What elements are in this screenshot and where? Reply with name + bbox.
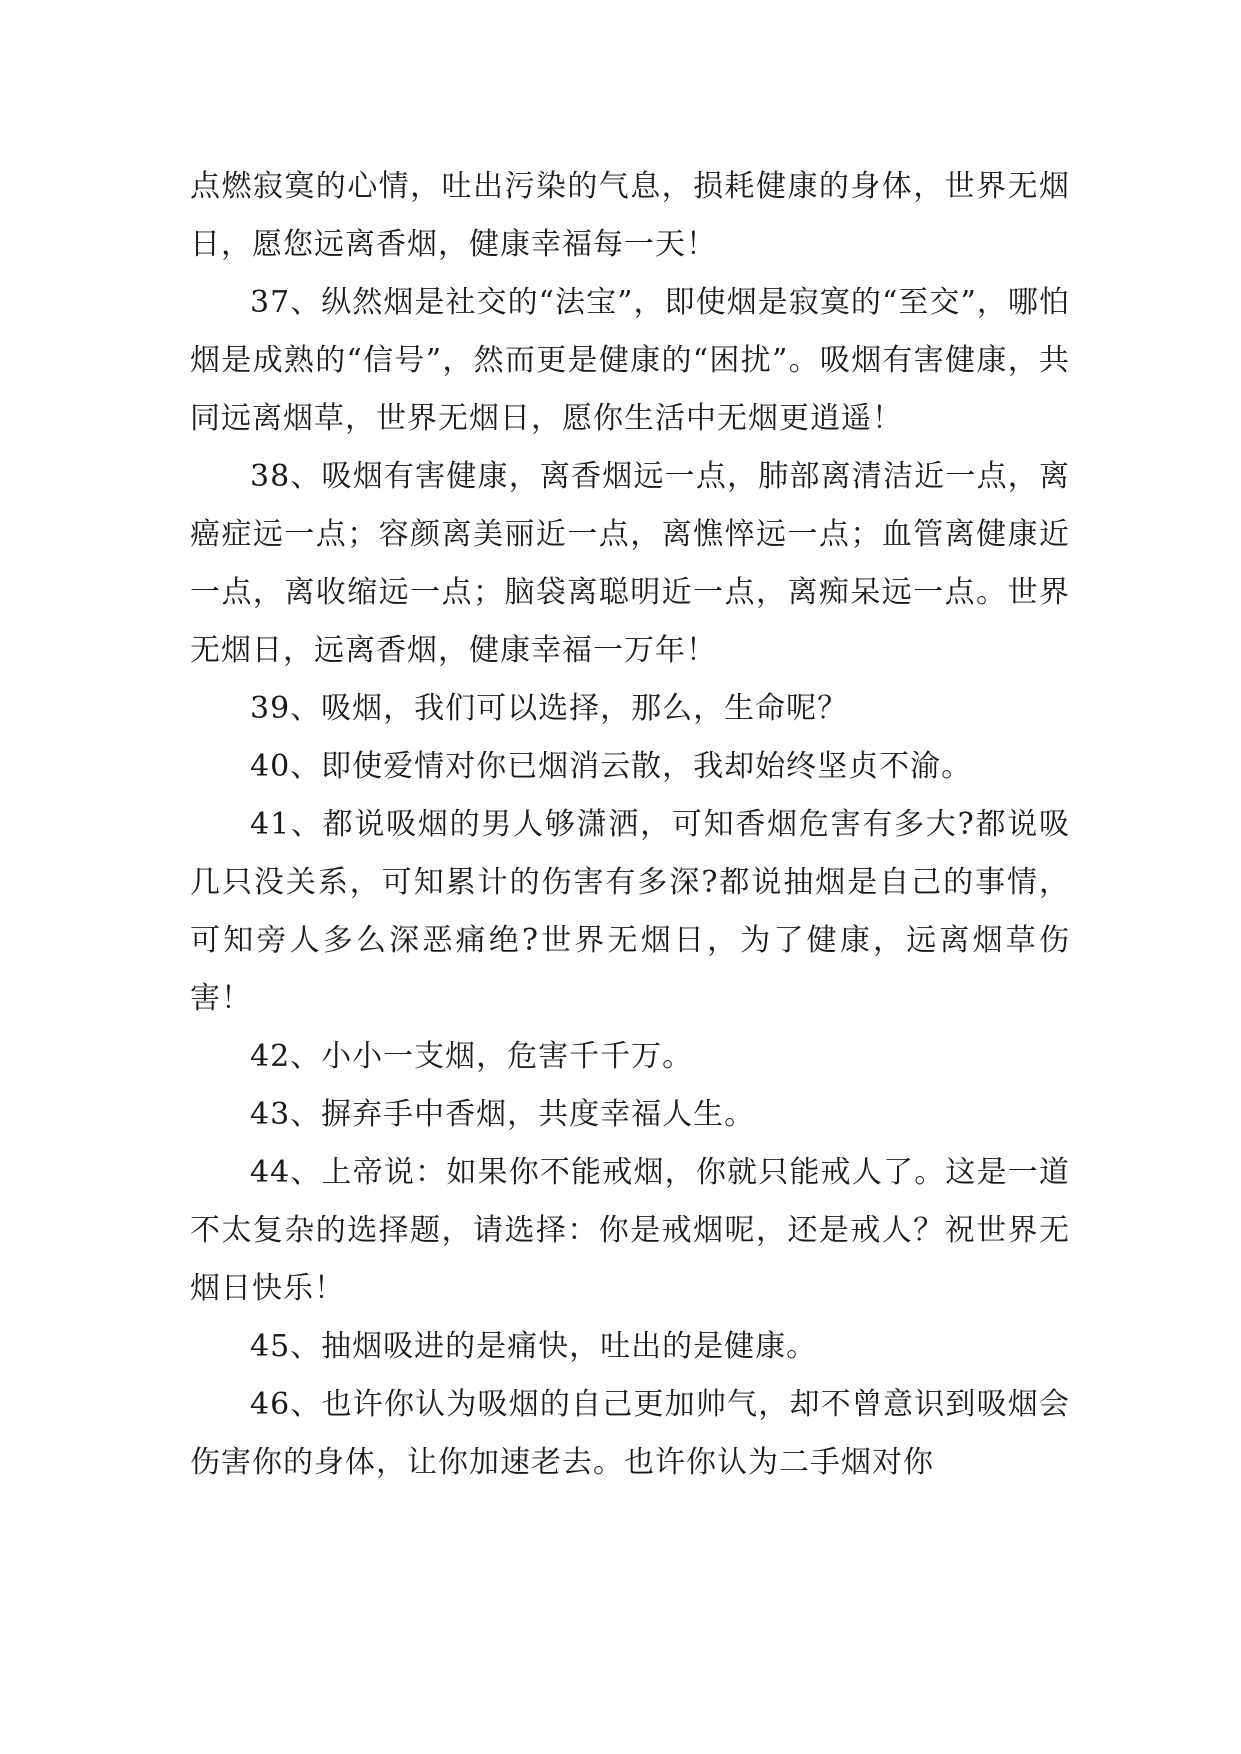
paragraph-40: 40、即使爱情对你已烟消云散，我却始终坚贞不渝。	[250, 749, 973, 784]
paragraph-38: 38、吸烟有害健康，离香烟远一点，肺部离清洁近一点，离癌症远一点；容颜离美丽近一点，离憔悴远一点；血管离健康近一点，离收缩远一点；脑袋离聪明近一点，离痴呆远一点。世界无烟日，远离香烟，健康幸福一万年！	[190, 459, 1070, 668]
paragraph-41: 41、都说吸烟的男人够潇洒，可知香烟危害有多大?都说吸几只没关系，可知累计的伤害有多深?都说抽烟是自己的事情，可知旁人多么深恶痛绝?世界无烟日，为了健康，远离烟草伤害！	[190, 807, 1070, 1016]
paragraph-37: 37、纵然烟是社交的“法宝”，即使烟是寂寞的“至交”，哪怕烟是成熟的“信号”，然而更是健康的“困扰”。吸烟有害健康，共同远离烟草，世界无烟日，愿你生活中无烟更逍遥！	[190, 285, 1070, 436]
paragraph-39: 39、吸烟，我们可以选择，那么，生命呢？	[250, 691, 849, 726]
paragraph-36-continued: 点燃寂寞的心情，吐出污染的气息，损耗健康的身体，世界无烟日，愿您远离香烟，健康幸福每一天！	[190, 169, 1070, 262]
paragraph-44: 44、上帝说：如果你不能戒烟，你就只能戒人了。这是一道不太复杂的选择题，请选择：你是戒烟呢，还是戒人？祝世界无烟日快乐！	[190, 1155, 1070, 1306]
paragraph-46: 46、也许你认为吸烟的自己更加帅气，却不曾意识到吸烟会伤害你的身体，让你加速老去。也许你认为二手烟对你	[190, 1387, 1070, 1480]
paragraph-45: 45、抽烟吸进的是痛快，吐出的是健康。	[250, 1329, 818, 1364]
paragraph-42: 42、小小一支烟，危害千千万。	[250, 1039, 694, 1074]
paragraph-43: 43、摒弃手中香烟，共度幸福人生。	[250, 1097, 756, 1132]
document-body	[190, 158, 1070, 1492]
